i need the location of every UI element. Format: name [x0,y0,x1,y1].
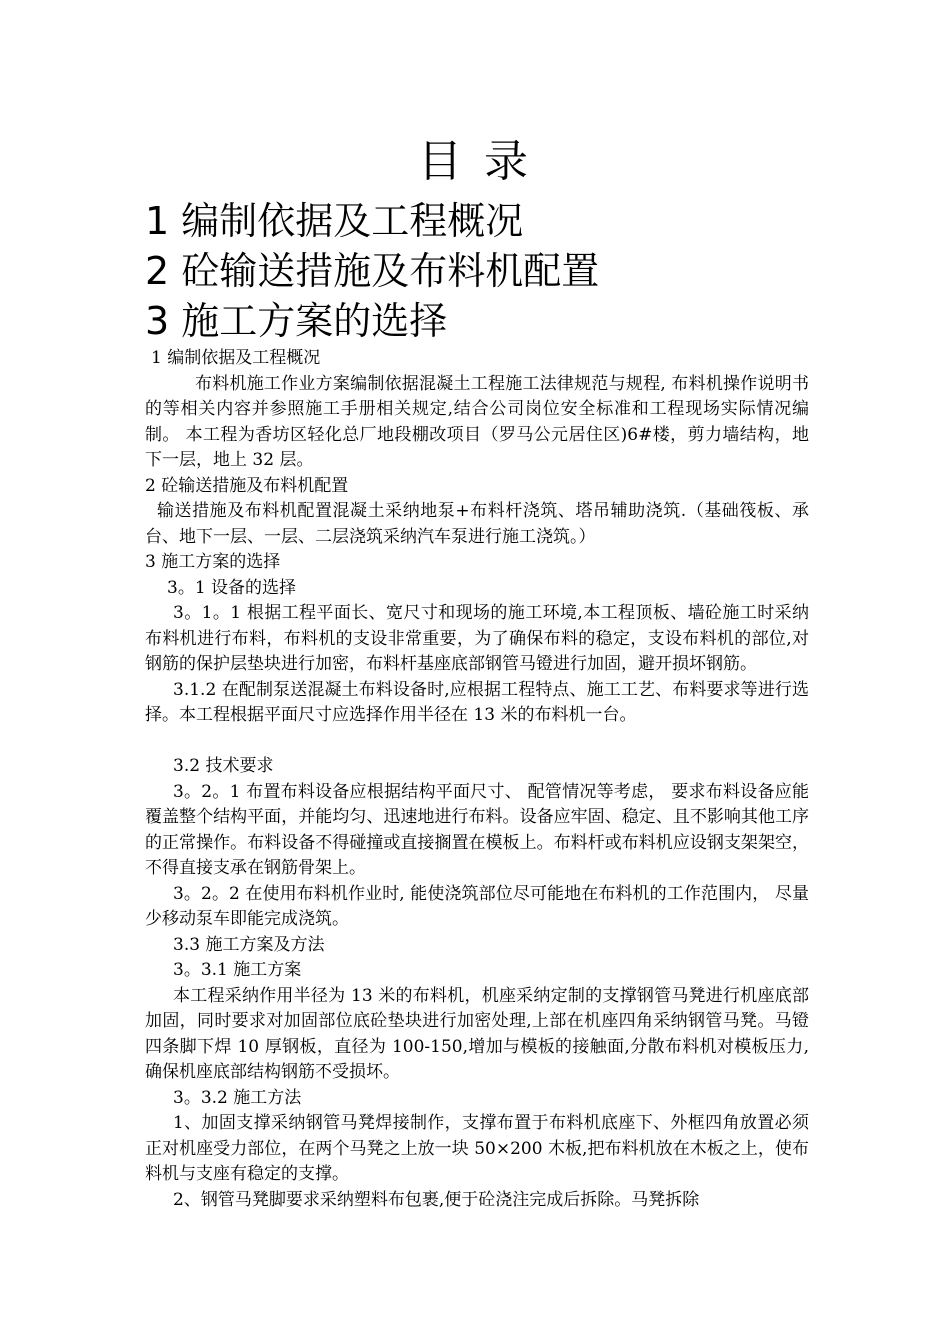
paragraph-3-1-2: 3.1.2 在配制泵送混凝土布料设备时,应根据工程特点、施工工艺、布料要求等进行选择。本工程根据平面尺寸应选择作用半径在 13 米的布料机一台。 [145,679,809,725]
paragraph-3-2-1: 3。2。1 布置布料设备应根据结构平面尺寸、 配管情况等考虑， 要求布料设备应能覆盖整个结构平面，并能均匀、迅速地进行布料。设备应牢固、稳定、且不影响其他工序的正常操作。布料设备不得碰撞或直接搁置在模板上。布料杆或布料机应设钢支架架空， 不得直接支承在钢筋骨架上。 [145,781,809,878]
paragraph-3-3-2-2: 2、钢管马凳脚要求采纳塑料布包裹,便于砼浇注完成后拆除。马凳拆除 [173,1189,700,1210]
paragraph-3-2-2: 3。2。2 在使用布料机作业时, 能使浇筑部位尽可能地在布料机的工作范围内， 尽量少移动泵车即能完成浇筑。 [145,883,809,929]
section-heading-3: 3 施工方案的选择 [145,552,281,572]
section-heading-1: 1 编制依据及工程概况 [151,348,321,368]
paragraph-3-3-2-1: 1、加固支撑采纳钢管马凳焊接制作，支撑布置于布料机底座下、外框四角放置必须正对机座受力部位，在两个马凳之上放一块 50×200 木板,把布料机放在木板之上，使布料机与支座有稳定的支撑。 [145,1113,809,1184]
blank-line [145,729,809,755]
section-heading-2: 2 砼输送措施及布料机配置 [145,475,349,496]
subheading-3-3: 3.3 施工方案及方法 [173,934,325,955]
paragraph-basis: 布料机施工作业方案编制依据混凝土工程施工法律规范与规程, 布料机操作说明书的等相关内容并参照施工手册相关规定,结合公司岗位安全标准和工程现场实际情况编制。 本工程为香坊区轻化总厂地段棚改项目（罗马公元居住区)6#楼，剪力墙结构，地下一层，地上 32 层。 [145,373,809,470]
subheading-3-2: 3.2 技术要求 [173,756,274,776]
page-title: 目 录 [418,136,532,187]
subheading-3-1: 3。1 设备的选择 [167,577,297,598]
paragraph-3-1-1: 3。1。1 根据工程平面长、宽尺寸和现场的施工环境,本工程顶板、墙砼施工时采纳布料机进行布料，布料机的支设非常重要，为了确保布料的稳定，支设布料机的部位,对钢筋的保护层垫块进行加密，布料杆基座底部钢管马镫进行加固，避开损坏钢筋。 [145,603,809,674]
document-body [145,346,809,1213]
subheading-3-3-2: 3。3.2 施工方法 [173,1087,302,1108]
subheading-3-3-1: 3。3.1 施工方案 [173,960,302,980]
table-of-contents [145,196,865,346]
toc-item-3: 3 施工方案的选择 [145,299,448,343]
paragraph-conveying: 输送措施及布料机配置混凝土采纳地泵+布料杆浇筑、塔吊辅助浇筑.（基础筏板、承台、地下一层、一层、二层浇筑采纳汽车泵进行施工浇筑。） [145,501,809,547]
paragraph-3-3-1: 本工程采纳作用半径为 13 米的布料机，机座采纳定制的支撑钢管马凳进行机座底部加固，同时要求对加固部位底砼垫块进行加密处理,上部在机座四角采纳钢管马凳。马镫四条脚下焊 10 厚钢板，直径为 100-150,增加与模板的接触面,分散布料机对模板压力,确保机座底部结构钢筋不受损坏。 [145,985,809,1082]
toc-item-2: 2 砼输送措施及布料机配置 [145,249,600,293]
toc-item-1: 1 编制依据及工程概况 [145,199,524,243]
